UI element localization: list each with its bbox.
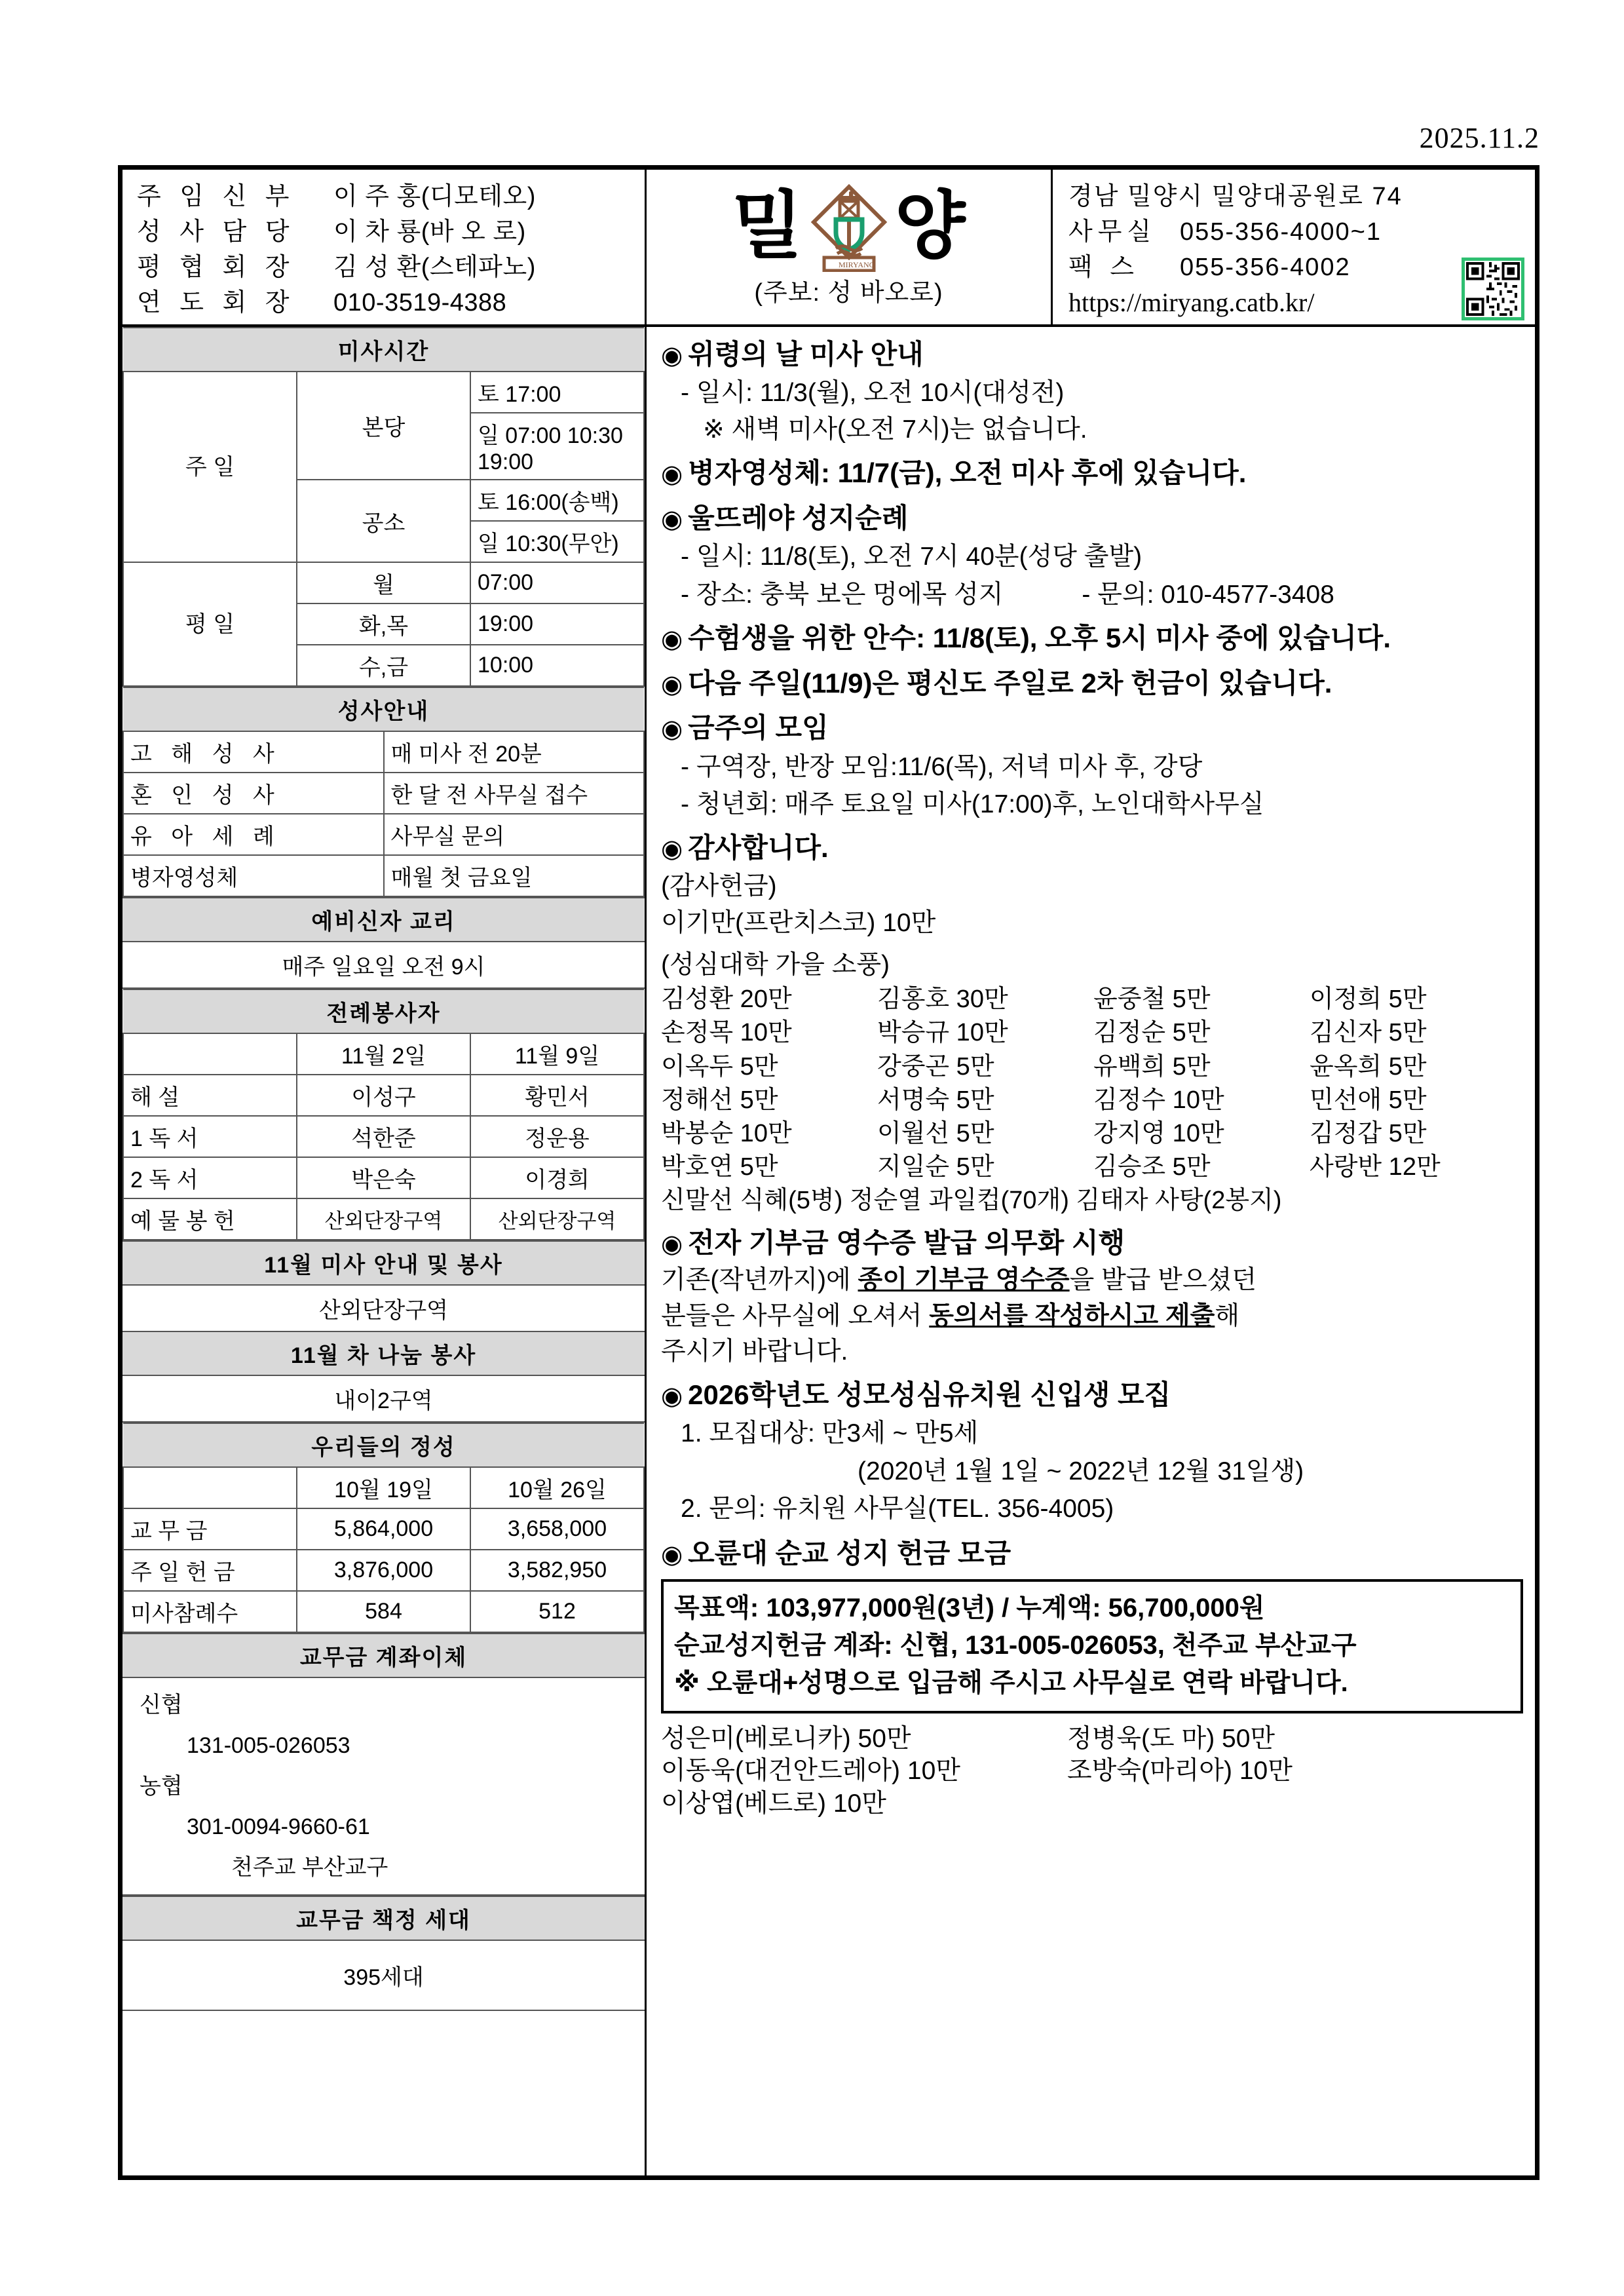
fundraising-note-line: ※ 오륜대+성명으로 입금해 주시고 사무실로 연락 바랍니다. — [674, 1668, 1348, 1697]
mass-time-tue-thu: 19:00 — [470, 603, 644, 645]
bullet-icon: ◉ — [661, 716, 683, 744]
fundraising-goal-line: 목표액: 103,977,000원(3년) / 누계액: 56,700,000원 — [674, 1594, 1265, 1623]
sacrament-label: 유 아 세 례 — [123, 814, 384, 855]
masthead-logo — [647, 176, 1051, 276]
announcement-title: ◉ 병자영성체: 11/7(금), 오전 미사 후에 있습니다. — [661, 457, 1247, 489]
november-tea-title: 11월 차 나눔 봉사 — [123, 1331, 645, 1375]
kindergarten-detail: 1. 모집대상: 만3세 ~ 만5세 — [681, 1419, 979, 1448]
announcement-title: ◉ 다음 주일(11/9)은 평신도 주일로 2차 헌금이 있습니다. — [661, 667, 1332, 698]
offering-date-2: 10월 26일 — [470, 1467, 644, 1508]
donor-entry: 박승규 10만 — [877, 1019, 1008, 1047]
announcement-title: ◉ 울뜨레야 성지순례 — [661, 502, 909, 533]
gongso-label: 공소 — [297, 480, 470, 562]
minister-name: 석한준 — [297, 1116, 470, 1157]
donor-entry: 강중곤 5만 — [877, 1052, 994, 1081]
households-title: 교무금 책정 세대 — [123, 1896, 645, 1940]
minister-name: 박은숙 — [297, 1157, 470, 1198]
masthead-char-first: 밀 — [732, 183, 803, 269]
november-mass-title: 11월 미사 안내 및 봉사 — [123, 1241, 645, 1285]
offering-table — [123, 1423, 645, 1633]
ministers-empty-corner — [123, 1033, 297, 1075]
donor-entry: 이동욱(대건안드레아) 10만 — [661, 1757, 960, 1786]
office-phone: 055-356-4000~1 — [1180, 218, 1382, 246]
offering-date-1: 10월 19일 — [297, 1467, 470, 1508]
minister-name: 정운용 — [470, 1116, 644, 1157]
mass-time-main-sun: 일 07:00 10:30 19:00 — [470, 413, 644, 480]
bullet-icon: ◉ — [661, 461, 683, 489]
sacrament-value: 사무실 문의 — [384, 814, 645, 855]
donor-row — [661, 1723, 1523, 1755]
donor-entry: 정해선 5만 — [661, 1086, 778, 1114]
announcement-detail: - 청년회: 매주 토요일 미사(17:00)후, 노인대학사무실 — [681, 790, 1264, 818]
donor-entry: 윤옥희 5만 — [1310, 1052, 1427, 1081]
donor-entry: 이상엽(베드로) 10만 — [661, 1789, 886, 1818]
sunday-label: 주 일 — [123, 372, 297, 562]
masthead-char-second: 양 — [894, 183, 966, 269]
mass-time-gongso-sun: 일 10:30(무안) — [470, 521, 644, 562]
parish-address: 경남 밀양시 밀양대공원로 74 — [1068, 183, 1403, 210]
office-label: 사무실 — [1068, 218, 1157, 246]
ministers-title: 전례봉사자 — [123, 989, 644, 1033]
announcement-title: ◉ 오륜대 순교 성지 헌금 모금 — [661, 1537, 1011, 1569]
main-church-label: 본당 — [297, 372, 470, 480]
staff-row — [137, 285, 645, 320]
catechumen-title: 예비신자 교리 — [123, 898, 645, 942]
donor-entry: 김정수 10만 — [1093, 1086, 1224, 1114]
bulletin-frame — [118, 165, 1539, 2180]
bank-transfer-table — [123, 1633, 645, 1896]
donor-entry: 박봉순 10만 — [661, 1119, 792, 1147]
ministers-date-2: 11월 9일 — [470, 1033, 644, 1075]
donor-entry: 손정목 10만 — [661, 1019, 792, 1047]
sacrament-value: 매월 첫 금요일 — [384, 855, 645, 896]
sacrament-label: 병자영성체 — [123, 855, 384, 896]
announcement-note: ※ 새벽 미사(오전 7시)는 없습니다. — [703, 415, 1087, 444]
donor-entry: 김승조 5만 — [1093, 1153, 1211, 1181]
svg-text:MIRYANG: MIRYANG — [838, 260, 875, 269]
minister-role: 해 설 — [123, 1075, 297, 1116]
donor-entry: 정병욱(도 마) 50만 — [1067, 1724, 1275, 1753]
mass-time-main-sat: 토 17:00 — [470, 372, 644, 413]
announcement-title: ◉ 위령의 날 미사 안내 — [661, 339, 924, 370]
bank2-name: 농협 — [140, 1774, 183, 1799]
sacraments-table — [123, 687, 645, 897]
staff-name: 김 성 환(스테파노) — [333, 254, 536, 281]
minister-name: 산외단장구역 — [470, 1198, 644, 1240]
sacrament-value: 한 달 전 사무실 접수 — [384, 773, 645, 814]
bullet-icon: ◉ — [661, 626, 683, 654]
offering-amount: 3,582,950 — [470, 1550, 644, 1591]
minister-role: 예 물 봉 헌 — [123, 1198, 297, 1240]
emphasis-consent-form: 동의서를 작성하시고 제출 — [929, 1301, 1215, 1330]
announcement-title: ◉ 수험생을 위한 안수: 11/8(토), 오후 5시 미사 중에 있습니다. — [661, 622, 1391, 654]
bullet-icon: ◉ — [661, 670, 683, 698]
households-value: 395세대 — [123, 1940, 645, 2010]
fundraising-goal-box — [661, 1579, 1523, 1713]
bullet-icon: ◉ — [661, 835, 683, 864]
staff-row — [137, 250, 645, 285]
november-tea-value: 내이2구역 — [123, 1375, 645, 1422]
staff-list — [123, 170, 647, 324]
bullet-icon: ◉ — [661, 1231, 683, 1259]
staff-phone: 010-3519-4388 — [333, 289, 507, 316]
bullet-icon: ◉ — [661, 342, 683, 370]
bank2-account: 301-0094-9660-61 — [187, 1814, 370, 1839]
masthead-subtitle: (주보: 성 바오로) — [754, 279, 943, 307]
donor-entry: 김성환 20만 — [661, 985, 792, 1014]
liturgy-ministers-table — [123, 989, 645, 1240]
offering-empty-corner — [123, 1467, 297, 1508]
offering-label: 주 일 헌 금 — [123, 1550, 297, 1591]
offering-attendance: 584 — [297, 1591, 470, 1632]
masthead — [647, 170, 1053, 324]
contact-block — [1053, 170, 1535, 324]
bulletin-header — [123, 170, 1535, 327]
donor-entry: 김홍호 30만 — [877, 985, 1008, 1014]
fax-number: 055-356-4002 — [1180, 254, 1351, 281]
donor-row — [661, 1788, 1523, 1820]
donor-entry: 이옥두 5만 — [661, 1052, 778, 1081]
kindergarten-birthrange: (2020년 1월 1일 ~ 2022년 12월 31일생) — [858, 1457, 1304, 1485]
receipt-paragraph-line: 주시기 바랍니다. — [661, 1337, 848, 1366]
offering-label: 미사참례수 — [123, 1591, 297, 1632]
offering-amount: 3,658,000 — [470, 1508, 644, 1550]
issue-date: 2025.11.2 — [1419, 122, 1539, 154]
donor-inkind-row: 신말선 식혜(5병) 정순열 과일컵(70개) 김태자 사탕(2봉지) — [661, 1187, 1282, 1215]
donor-entry: 이정희 5만 — [1310, 985, 1427, 1014]
donor-entry: 성은미(베로니카) 50만 — [661, 1724, 911, 1753]
catechumen-table — [123, 897, 645, 989]
thanks-subtitle: (감사헌금) — [661, 871, 777, 900]
announcement-detail: - 일시: 11/3(월), 오전 10시(대성전) — [681, 379, 1065, 408]
donor-entry: 민선애 5만 — [1310, 1086, 1427, 1114]
donor-entry: 서명숙 5만 — [877, 1086, 994, 1114]
staff-row — [137, 214, 645, 250]
parish-emblem-icon — [806, 180, 892, 272]
staff-role: 연 도 회 장 — [137, 289, 295, 316]
announcement-title: ◉ 2026학년도 성모성심유치원 신입생 모집 — [661, 1379, 1171, 1410]
bank1-account: 131-005-026053 — [187, 1733, 350, 1758]
donor-entry: 김신자 5만 — [1310, 1019, 1427, 1047]
kindergarten-contact: 2. 문의: 유치원 사무실(TEL. 356-4005) — [681, 1495, 1114, 1523]
mass-time-wed-fri: 10:00 — [470, 645, 644, 686]
announcement-detail: - 구역장, 반장 모임:11/6(목), 저녁 미사 후, 강당 — [681, 752, 1203, 781]
minister-role: 2 독 서 — [123, 1157, 297, 1198]
households-table — [123, 1896, 645, 2011]
staff-role: 주 임 신 부 — [137, 183, 295, 210]
donor-row — [661, 1755, 1523, 1788]
ministers-date-1: 11월 2일 — [297, 1033, 470, 1075]
donor-entry: 사랑반 12만 — [1310, 1153, 1441, 1181]
mass-schedule-title: 미사시간 — [123, 328, 644, 372]
donor-entry: 조방숙(마리아) 10만 — [1067, 1757, 1293, 1786]
sacrament-value: 매 미사 전 20분 — [384, 731, 645, 773]
bank-transfer-title: 교무금 계좌이체 — [123, 1634, 645, 1677]
donor-entry: 김정갑 5만 — [1310, 1119, 1427, 1147]
offering-label: 교 무 금 — [123, 1508, 297, 1550]
minister-name: 황민서 — [470, 1075, 644, 1116]
november-mass-value: 산외단장구역 — [123, 1285, 645, 1331]
announcement-title: ◉ 전자 기부금 영수증 발급 의무화 시행 — [661, 1227, 1125, 1259]
offering-attendance: 512 — [470, 1591, 644, 1632]
donor-entry: 박호연 5만 — [661, 1153, 778, 1181]
left-column — [123, 327, 647, 2180]
weekday-label: 평 일 — [123, 562, 297, 686]
minister-name: 이경희 — [470, 1157, 644, 1198]
bank-holder: 천주교 부산교구 — [231, 1855, 388, 1880]
website-url[interactable]: https://miryang.catb.kr/ — [1068, 288, 1315, 317]
staff-role: 성 사 담 당 — [137, 218, 295, 246]
announcement-detail: - 장소: 충북 보은 멍에목 성지 - 문의: 010-4577-3408 — [681, 580, 1334, 609]
emphasis-paper-receipt: 종이 기부금 영수증 — [858, 1265, 1070, 1294]
qr-code-icon[interactable] — [1462, 258, 1524, 320]
staff-name: 이 차 룡(바 오 로) — [333, 218, 526, 246]
thanks-entry: 이기만(프란치스코) 10만 — [661, 909, 936, 938]
november-mass-service-table — [123, 1240, 645, 1423]
fundraising-donor-list — [661, 1723, 1523, 1821]
catechumen-value: 매주 일요일 오전 9시 — [123, 942, 645, 988]
announcements-column — [647, 327, 1535, 2180]
mass-time-mon: 07:00 — [470, 562, 644, 603]
staff-name: 이 주 홍(디모테오) — [333, 183, 536, 210]
announcement-detail: - 일시: 11/8(토), 오전 7시 40분(성당 출발) — [681, 543, 1142, 571]
staff-row — [137, 179, 645, 214]
office-phone-row — [1068, 214, 1535, 250]
staff-role: 평 협 회 장 — [137, 254, 295, 281]
minister-name: 산외단장구역 — [297, 1198, 470, 1240]
bank1-name: 신협 — [140, 1693, 183, 1717]
bullet-icon: ◉ — [661, 1540, 683, 1569]
sacraments-title: 성사안내 — [123, 687, 644, 731]
sacrament-label: 고 해 성 사 — [123, 731, 384, 773]
mass-time-gongso-sat: 토 16:00(송백) — [470, 480, 644, 521]
bullet-icon: ◉ — [661, 505, 683, 533]
donor-entry: 강지영 10만 — [1093, 1119, 1224, 1147]
monday-label: 월 — [297, 562, 470, 603]
donor-entry: 윤중철 5만 — [1093, 985, 1211, 1014]
thanks-donor-grid — [661, 983, 1523, 1183]
bulletin-body — [123, 327, 1535, 2180]
donor-entry: 이월선 5만 — [877, 1119, 994, 1147]
fundraising-account-line: 순교성지헌금 계좌: 신협, 131-005-026053, 천주교 부산교구 — [674, 1630, 1357, 1660]
bank-accounts — [123, 1677, 645, 1895]
announcement-title: ◉ 금주의 모임 — [661, 712, 829, 744]
donor-entry: 김정순 5만 — [1093, 1019, 1211, 1047]
thanks-subtitle: (성심대학 가을 소풍) — [661, 950, 890, 979]
bullet-icon: ◉ — [661, 1382, 683, 1410]
donor-entry: 유백희 5만 — [1093, 1052, 1211, 1081]
offering-title: 우리들의 정성 — [123, 1423, 644, 1467]
receipt-paragraph-line: 기존(작년까지)에 종이 기부금 영수증을 발급 받으셨던 — [661, 1265, 1256, 1294]
minister-role: 1 독 서 — [123, 1116, 297, 1157]
receipt-paragraph-line: 분들은 사무실에 오셔서 동의서를 작성하시고 제출해 — [661, 1301, 1240, 1330]
tue-thu-label: 화,목 — [297, 603, 470, 645]
offering-amount: 5,864,000 — [297, 1508, 470, 1550]
fax-label: 팩 스 — [1068, 254, 1139, 281]
sacrament-label: 혼 인 성 사 — [123, 773, 384, 814]
minister-name: 이성구 — [297, 1075, 470, 1116]
announcement-title: ◉ 감사합니다. — [661, 832, 829, 864]
wed-fri-label: 수,금 — [297, 645, 470, 686]
offering-amount: 3,876,000 — [297, 1550, 470, 1591]
mass-schedule-table — [123, 327, 645, 687]
donor-entry: 지일순 5만 — [877, 1153, 994, 1181]
